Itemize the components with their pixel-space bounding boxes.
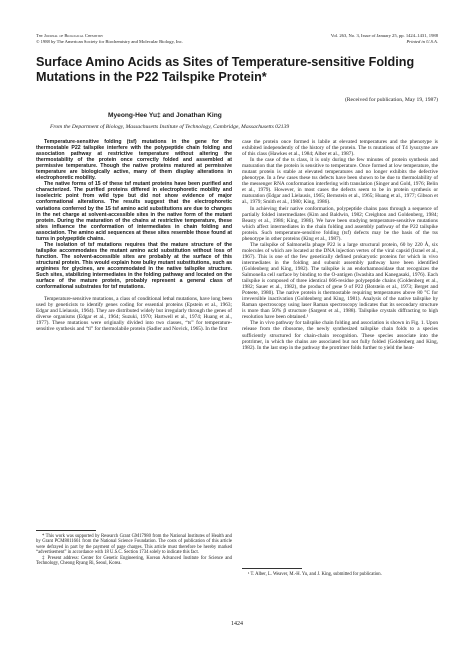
volume-line: Vol. 263, No. 3, Issue of January 25, pp. 1424–1431, 1988 <box>330 33 438 38</box>
copyright-line: © 1988 by The American Society for Biochemistry and Molecular Biology, Inc. <box>36 38 183 44</box>
article-title: Surface Amino Acids as Sites of Temperature-sensitive Folding Mutations in the P22 Tailspike Protein* <box>36 55 415 84</box>
body-paragraph: case the protein once formed is labile at elevated temperatures and the phenotype is exhibited independently of the history of the protein. The ts mutations of T4 lysozyme are of this class (Hawkes et al., 1984; Alber et al., 1987). <box>242 139 438 158</box>
body-paragraph: In achieving their native conformation, polypeptide chains pass through a sequence of partially folded intermediates (Kim and Baldwin, 1982; Creighton and Goldenberg, 1984; Beasty et al., 1986; King, 1986). We have been studying temperature-sensitive mutations which affect intermediates in the chain folding and assembly pathway of the P22 tailspike protein. Such temperature-sensitive folding (tsf) defects may be the basis of the tss phenotype in other proteins (King et al., 1987). <box>242 205 438 242</box>
author-line: Myeong-Hee Yu‡ and Jonathan King <box>108 112 222 119</box>
abstract-paragraph: The native forms of 15 of these tsf mutant proteins have been purified and characterized. The purified proteins differed in electrophoretic mobility and isoelectric point from wild type but did not show evidence of major conformational alterations. The results suggest that the electrophoretic variations conferred by the 15 tsf amino acid substitutions are due to changes in the net charge at solvent-accessible sites in the native form of the mutant protein. During the maturation of the chains at restrictive temperature, these sites influence the conformation of intermediates in chain folding and association. The amino acid sequences at these sites resemble those found at turns in polypeptide chains. <box>36 181 232 242</box>
submission-footnote: ¹ T. Alber, L. Weaver, M.-H. Yu, and J. King, submitted for publication. <box>248 572 382 577</box>
issue-header <box>331 33 438 44</box>
received-date: (Received for publication, May 19, 1987) <box>344 97 438 103</box>
footnote-rule <box>36 530 96 531</box>
funding-footnote: * This work was supported by Research Grant GM17980 from the National Institutes of Health and by Grant PCM8011661 from the National Science Foundation. The costs of publication of this article were defrayed in part by the payment of page charges. This article must therefore be hereby marked “advertisement” in accordance with 18 U.S.C. Section 1734 solely to indicate this fact. <box>36 534 232 556</box>
footnotes-left <box>36 534 232 566</box>
address-footnote: ‡ Present address: Center for Genetic Engineering, Korean Advanced Institute for Science and Technology, Cheong Ryang Ri, Seoul, Korea. <box>36 555 232 567</box>
left-column <box>36 139 232 332</box>
journal-name: The Journal of Biological Chemistry <box>36 33 104 38</box>
printed-line: Printed in U.S.A. <box>406 38 438 44</box>
right-column <box>242 139 438 351</box>
body-paragraph: The tailspike of Salmonella phage P22 is a large structural protein, 60 by 220 Å, six molecules of which are located at the DNA injection vertex of the viral capsid (Israel et al., 1967). This is one of the few genetically defined prokaryotic proteins for which in vivo intermediates in the folding and subunit assembly pathway have been identified (Goldenberg and King, 1982). The tailspike is an endorhamnosidase that recognizes the Salmonella cell surface by binding to the O-antigen (Iwashita and Kanegasaki, 1976). Each tailspike is composed of three identical 666-residue polypeptide chains (Goldenberg et al., 1982; Sauer et al., 1982), the product of gene 9 of P22 (Botstein et al., 1973; Berget and Poteete, 1980). The native protein is thermostable requiring temperatures above 80 °C for irreversible inactivation (Goldenberg and King, 1981). Analysis of the native tailspike by Raman spectroscopy using laser Raman spectroscopy indicates that its secondary structure is more than 50% β structure (Sargent et al., 1988). Tailspike crystals diffracting to high resolution have been obtained.¹ <box>242 241 438 321</box>
footnote-rule <box>242 568 302 569</box>
affiliation: From the Department of Biology, Massachusetts Institute of Technology, Cambridge, Massachusetts 02139 <box>50 124 290 130</box>
page-number: 1424 <box>231 621 243 627</box>
body-paragraph: In the case of the ts class, it is only during the few minutes of protein synthesis and maturation that the protein is sensitive to temperature. Once formed at low temperature, the mutant protein is stable at elevated temperatures and no longer exhibits the defective phenotype. In a few cases these tss defects have been shown to be due to thermolability of the messenger RNA conformation interfering with translation (Singer and Gold, 1976; Belin et al., 1979). However, in most cases the defects seem to be in protein synthesis or maturation (Edgar and Lielausis, 1965; Bernstein et al., 1965; Huang et al., 1977; Gibson et al., 1979; Smith et al., 1980; King, 1986). <box>242 157 438 206</box>
abstract-paragraph: The isolation of tsf mutations requires that the mature structure of the tailspike accommodates the mutant amino acid substitution without loss of function. The solvent-accessible sites are probably at the surface of this structural protein. This would explain how bulky mutant substitutions, such as arginines for glycines, are accommodated in the native tailspike structure. Such sites, stabilizing intermediates in the folding pathway and located on the surface of the mature protein, probably represent a general class of conformational substrates for tsf mutations. <box>36 241 232 291</box>
abstract-paragraph: Temperature-sensitive folding (tsf) mutations in the gene for the thermostable P22 tailspike interfere with the polypeptide chain folding and association pathway at restrictive temperature without altering the thermostability of the protein once correctly folded and assembled at permissive temperature. Though the native proteins matured at permissive temperature are biologically active, many of them display alterations in electrophoretic mobility. <box>36 139 232 182</box>
body-paragraph: The in vivo pathway for tailspike chain folding and association is shown in Fig. 1. Upon release from the ribosome, the newly synthesized tailspike chain folds to a species sufficiently structured for chain-chain recognition. These species associate into the protrimer, in which the chains are associated but not fully folded (Goldenberg and King, 1982). In the last step in the pathway the protrimer folds further to yield the heat- <box>242 320 438 351</box>
footnote-right <box>242 572 438 577</box>
body-paragraph: Temperature-sensitive mutations, a class of conditional lethal mutations, have long been used by geneticists to identify genes coding for essential proteins (Epstein et al., 1963; Edgar and Lielausis, 1964). They are distributed widely but irregularly through the genes of diverse organisms (Edgar et al., 1964; Suzuki, 1970; Hartwell et al., 1974; Huang et al., 1977). These mutations were originally divided into two classes, “ts” for temperature-sensitive synthesis and “tl” for thermolabile protein (Sadler and Novick, 1965). In the first <box>36 296 232 333</box>
journal-header <box>36 33 183 44</box>
